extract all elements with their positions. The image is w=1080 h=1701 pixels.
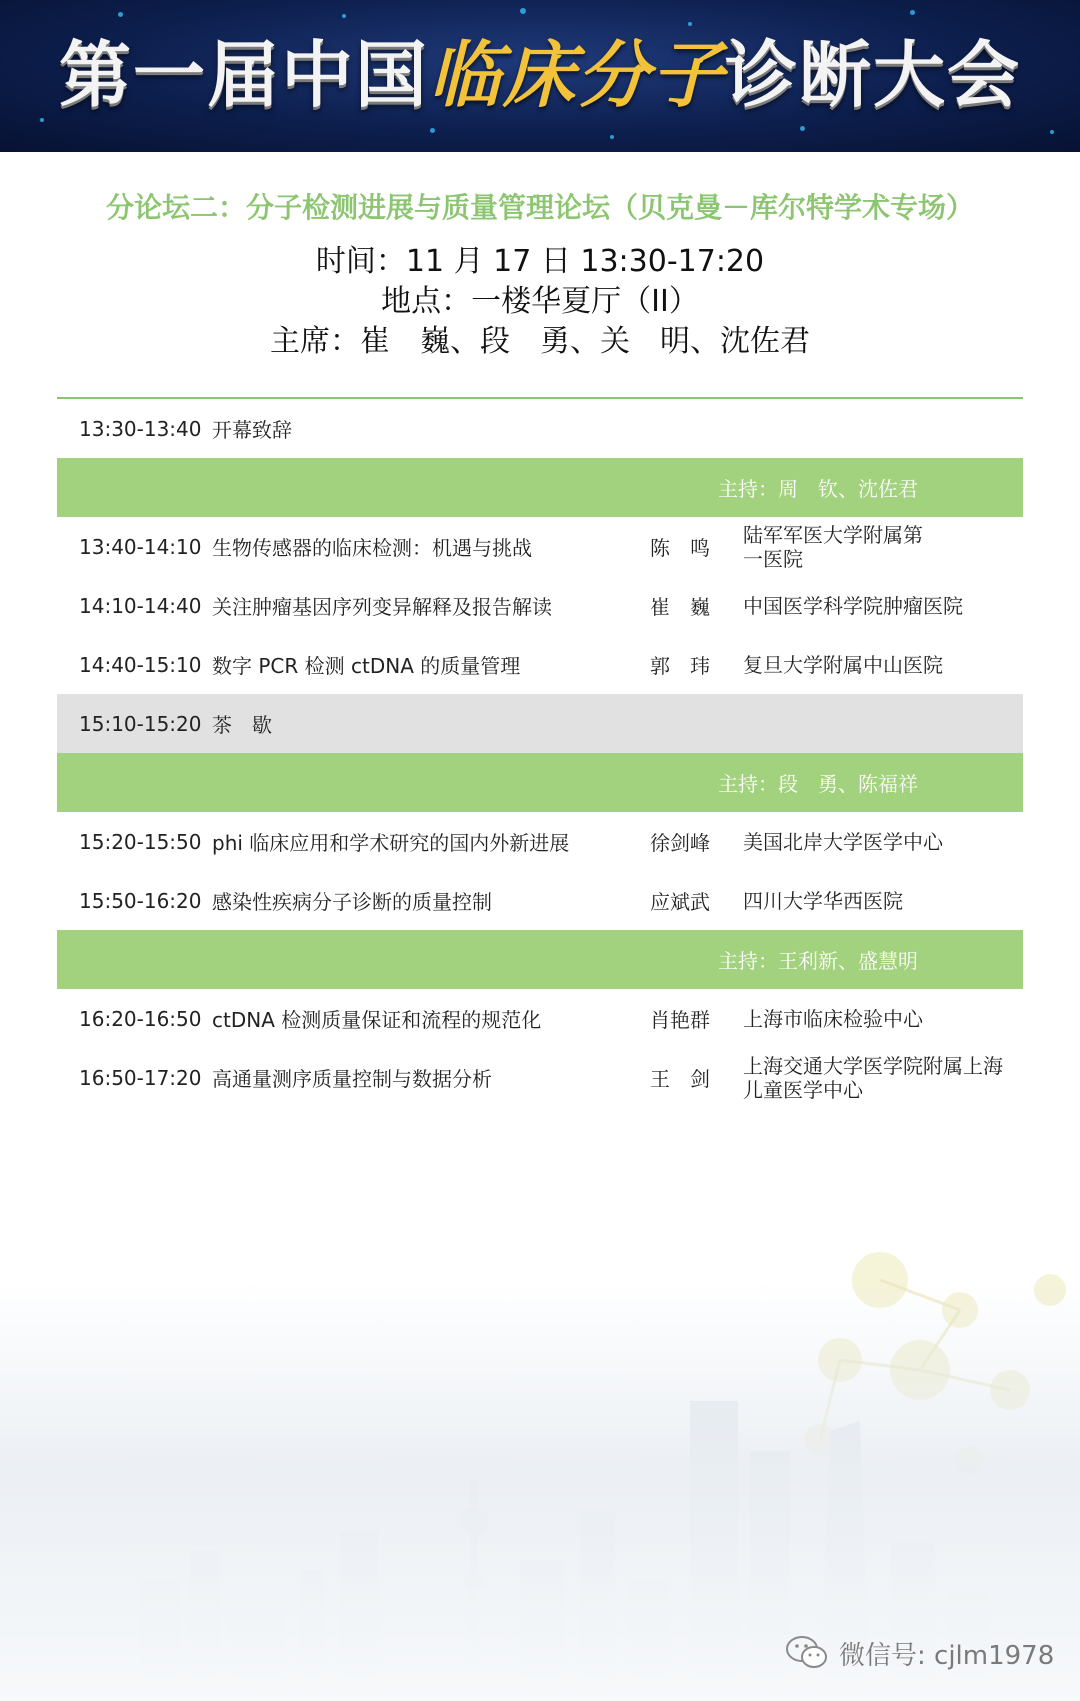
session-speaker: 陈 鸣	[650, 536, 710, 560]
break-row	[57, 694, 1023, 753]
session-time: 15:20-15:50	[79, 829, 202, 854]
host-label: 主持：周 钦、沈佐君	[718, 477, 918, 501]
forum-venue: 地点：一楼华夏厅（II）	[381, 284, 699, 319]
table-row	[57, 1048, 1023, 1107]
session-institution: 四川大学华西医院	[743, 888, 903, 913]
session-topic: 生物传感器的临床检测：机遇与挑战	[212, 536, 532, 560]
host-row	[57, 753, 1023, 812]
session-time: 14:40-15:10	[79, 652, 202, 677]
host-row	[57, 930, 1023, 989]
session-time: 14:10-14:40	[79, 593, 202, 618]
conference-title	[0, 30, 1080, 120]
session-institution: 复旦大学附属中山医院	[743, 652, 943, 677]
table-row	[57, 399, 1023, 458]
host-label: 主持：段 勇、陈福祥	[718, 772, 918, 796]
session-speaker: 应斌武	[650, 890, 710, 914]
table-row	[57, 989, 1023, 1048]
host-row	[57, 458, 1023, 517]
table-row	[57, 517, 1023, 576]
session-institution: 上海市临床检验中心	[743, 1006, 923, 1031]
table-row	[57, 576, 1023, 635]
table-row	[57, 871, 1023, 930]
session-institution: 美国北岸大学医学中心	[743, 829, 943, 854]
session-topic: 开幕致辞	[212, 418, 292, 442]
title-part-1: 第一届中国	[58, 33, 429, 117]
schedule-table	[57, 397, 1023, 1107]
session-speaker: 肖艳群	[650, 1008, 710, 1032]
session-topic: phi 临床应用和学术研究的国内外新进展	[212, 831, 570, 855]
break-label: 茶 歇	[212, 713, 272, 737]
session-topic: 感染性疾病分子诊断的质量控制	[212, 890, 492, 914]
session-institution: 上海交通大学医学院附属上海儿童医学中心	[743, 1053, 1003, 1102]
conference-banner	[0, 0, 1080, 152]
session-speaker: 王 剑	[650, 1067, 710, 1091]
table-row	[57, 635, 1023, 694]
session-topic: 关注肿瘤基因序列变异解释及报告解读	[212, 595, 552, 619]
session-institution: 中国医学科学院肿瘤医院	[743, 593, 963, 618]
session-speaker: 崔 巍	[650, 595, 710, 619]
wechat-watermark	[785, 1628, 1054, 1678]
forum-time: 时间：11 月 17 日 13:30-17:20	[315, 244, 765, 279]
title-script-part: 临床分子	[428, 32, 725, 117]
session-topic: 高通量测序质量控制与数据分析	[212, 1067, 492, 1091]
wechat-id-text: 微信号: cjlm1978	[839, 1640, 1055, 1671]
break-time: 15:10-15:20	[79, 711, 202, 736]
session-time: 13:30-13:40	[79, 416, 202, 441]
wechat-icon	[785, 1635, 829, 1671]
host-label: 主持：王利新、盛慧明	[718, 949, 918, 973]
session-time: 16:20-16:50	[79, 1006, 202, 1031]
session-time: 15:50-16:20	[79, 888, 202, 913]
title-part-2: 诊断大会	[725, 33, 1022, 117]
session-time: 16:50-17:20	[79, 1065, 202, 1090]
session-speaker: 徐剑峰	[650, 831, 710, 855]
session-topic: ctDNA 检测质量保证和流程的规范化	[212, 1008, 542, 1032]
session-topic: 数字 PCR 检测 ctDNA 的质量管理	[212, 654, 521, 678]
forum-chairs: 主席：崔 巍、段 勇、关 明、沈佐君	[270, 324, 810, 359]
table-row	[57, 812, 1023, 871]
session-speaker: 郭 玮	[650, 654, 710, 678]
session-institution: 陆军军医大学附属第一医院	[743, 522, 923, 571]
forum-subtitle: 分论坛二：分子检测进展与质量管理论坛（贝克曼－库尔特学术专场）	[105, 191, 974, 224]
session-time: 13:40-14:10	[79, 534, 202, 559]
